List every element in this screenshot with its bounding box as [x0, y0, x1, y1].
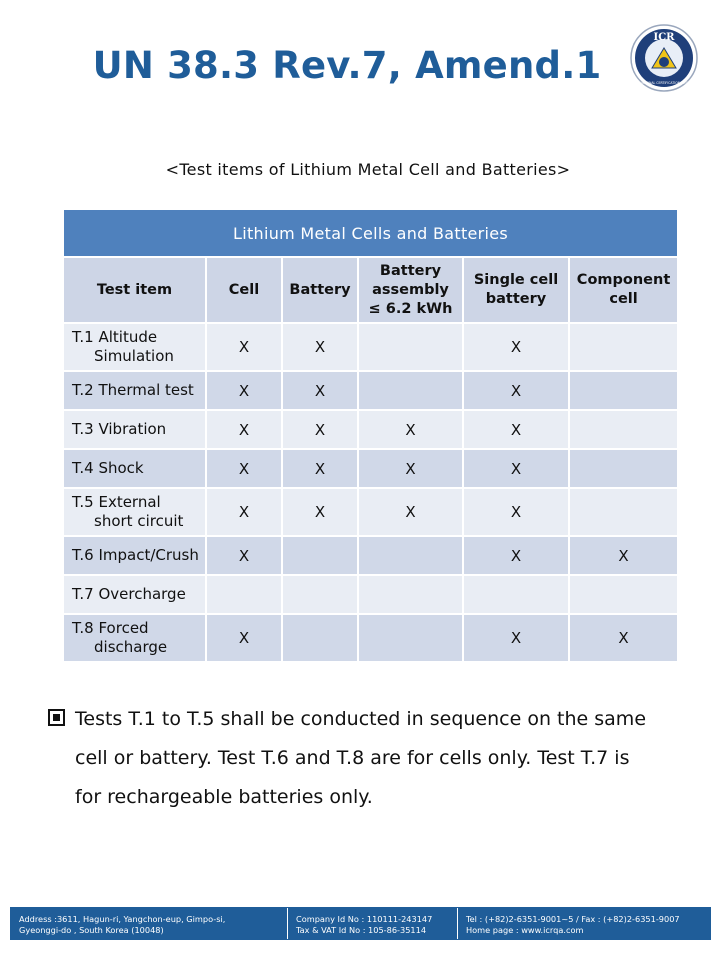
logo-ring-text: INTERNATIONAL CERTIFICATION RESEARCH	[630, 81, 698, 85]
applicability-cell: X	[206, 536, 282, 575]
test-item-cell: T.6 Impact/Crush	[63, 536, 206, 575]
footer-contact: Tel : (+82)2-6351-9001~5 / Fax : (+82)2-6351-9007 Home page : www.icrqa.com	[466, 914, 680, 935]
footer-bar	[10, 907, 711, 940]
applicability-cell: X	[282, 323, 358, 371]
applicability-cell	[282, 575, 358, 614]
test-item-cell: T.3 Vibration	[63, 410, 206, 449]
applicability-cell: X	[358, 410, 463, 449]
applicability-cell: X	[358, 449, 463, 488]
applicability-cell: X	[206, 488, 282, 536]
table-body	[63, 323, 678, 662]
table-row	[63, 536, 678, 575]
column-header: Single cell battery	[463, 257, 569, 323]
applicability-cell: X	[463, 323, 569, 371]
applicability-cell	[358, 536, 463, 575]
applicability-cell	[282, 614, 358, 662]
applicability-cell	[358, 323, 463, 371]
table-caption: <Test items of Lithium Metal Cell and Batteries>	[165, 160, 571, 179]
table-row	[63, 575, 678, 614]
applicability-cell	[463, 575, 569, 614]
note-line-1: Tests T.1 to T.5 shall be conducted in sequence on the same	[48, 700, 688, 739]
table-row	[63, 323, 678, 371]
applicability-cell: X	[206, 323, 282, 371]
applicability-cell	[206, 575, 282, 614]
applicability-cell	[569, 449, 678, 488]
test-item-cell: T.2 Thermal test	[63, 371, 206, 410]
applicability-cell	[569, 575, 678, 614]
column-header: Cell	[206, 257, 282, 323]
applicability-cell: X	[282, 410, 358, 449]
column-header: Battery	[282, 257, 358, 323]
applicability-cell: X	[463, 449, 569, 488]
table-row	[63, 614, 678, 662]
test-items-table	[62, 208, 679, 663]
applicability-cell: X	[282, 371, 358, 410]
applicability-cell: X	[463, 536, 569, 575]
table-row	[63, 371, 678, 410]
applicability-cell	[569, 410, 678, 449]
footer-address: Address :3611, Hagun-ri, Yangchon-eup, Gimpo-si, Gyeonggi-do , South Korea (10048)	[11, 908, 288, 939]
applicability-cell: X	[206, 614, 282, 662]
test-item-cell: T.7 Overcharge	[63, 575, 206, 614]
applicability-cell: X	[569, 614, 678, 662]
table-row	[63, 449, 678, 488]
applicability-cell	[569, 323, 678, 371]
applicability-cell	[282, 536, 358, 575]
applicability-cell: X	[463, 371, 569, 410]
test-item-cell: T.4 Shock	[63, 449, 206, 488]
applicability-cell: X	[282, 488, 358, 536]
footer-company-ids: Company Id No : 110111-243147 Tax & VAT Id No : 105-86-35114	[288, 908, 458, 939]
applicability-cell	[358, 371, 463, 410]
applicability-cell	[358, 614, 463, 662]
test-item-cell: T.8 Forced discharge	[63, 614, 206, 662]
page-title: UN 38.3 Rev.7, Amend.1	[92, 44, 602, 87]
column-header: Test item	[63, 257, 206, 323]
applicability-cell	[569, 488, 678, 536]
test-item-cell: T.5 External short circuit	[63, 488, 206, 536]
note-line-3: for rechargeable batteries only.	[75, 786, 373, 808]
icr-logo	[630, 24, 698, 92]
table-row	[63, 410, 678, 449]
applicability-cell: X	[463, 410, 569, 449]
applicability-cell: X	[463, 488, 569, 536]
applicability-cell: X	[206, 449, 282, 488]
applicability-cell: X	[282, 449, 358, 488]
square-bullet-icon	[48, 709, 65, 726]
applicability-cell: X	[358, 488, 463, 536]
note-line-2: cell or battery. Test T.6 and T.8 are for cells only. Test T.7 is	[75, 747, 630, 769]
applicability-cell: X	[463, 614, 569, 662]
table-header-row	[63, 257, 678, 323]
applicability-cell: X	[569, 536, 678, 575]
logo-text: ICR	[653, 32, 675, 43]
column-header: Component cell	[569, 257, 678, 323]
test-item-cell: T.1 Altitude Simulation	[63, 323, 206, 371]
applicability-cell: X	[206, 371, 282, 410]
table-row	[63, 488, 678, 536]
column-header: Battery assembly ≤ 6.2 kWh	[358, 257, 463, 323]
applicability-cell	[569, 371, 678, 410]
table-banner: Lithium Metal Cells and Batteries	[63, 209, 678, 257]
applicability-cell: X	[206, 410, 282, 449]
applicability-cell	[358, 575, 463, 614]
sequence-note	[48, 700, 688, 817]
